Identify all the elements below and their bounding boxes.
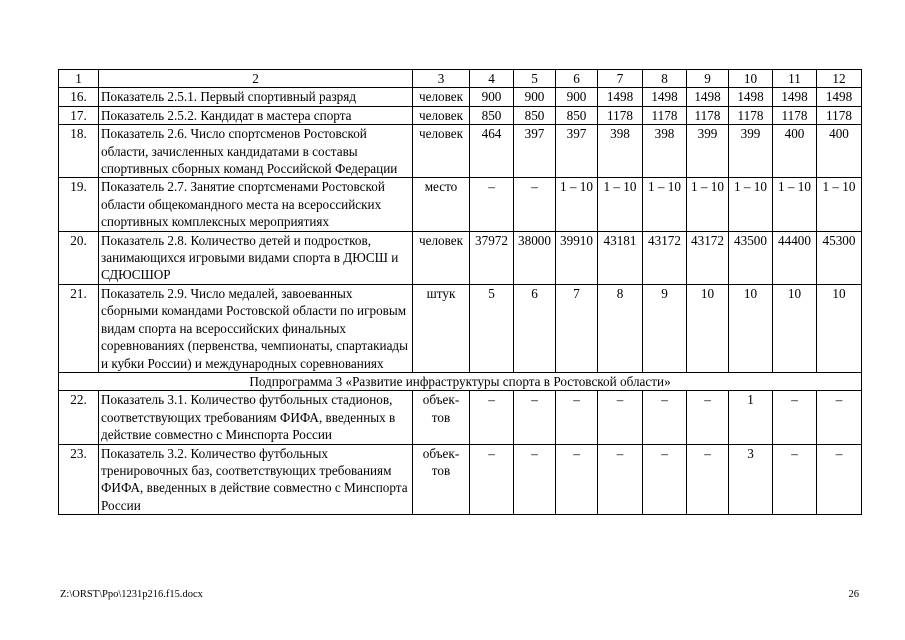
value-cell: – [470,178,514,231]
row-number: 20. [59,231,99,284]
value-cell: 10 [773,284,817,372]
row-number: 18. [59,125,99,178]
indicator-name: Показатель 2.7. Занятие спортсменами Ростовской области общекомандного места на всероссийских спортивных комплексных мероприятиях [99,178,413,231]
table-header-row [59,70,862,88]
value-cell: – [514,444,556,515]
value-cell: 397 [556,125,598,178]
indicator-name: Показатель 2.9. Число медалей, завоеванных сборными командами Ростовской области по игровым видам спорта на всероссийских финальных соревнованиях (первенства, чемпионаты, спартакиады и кубки России) и международных соревнованиях [99,284,413,372]
value-cell: 37972 [470,231,514,284]
value-cell: 45300 [817,231,862,284]
table-row [59,125,862,178]
row-number: 17. [59,106,99,124]
column-number-cell: 12 [817,70,862,88]
value-cell: – [598,391,643,444]
indicator-table [58,69,862,515]
value-cell: 398 [598,125,643,178]
value-cell: – [817,391,862,444]
value-cell: 1498 [598,88,643,106]
value-cell: 1178 [773,106,817,124]
subprogram-title: Подпрограмма 3 «Развитие инфраструктуры спорта в Ростовской области» [59,372,862,390]
column-number-cell: 7 [598,70,643,88]
column-number-cell: 1 [59,70,99,88]
column-number-cell: 6 [556,70,598,88]
value-cell: 398 [643,125,687,178]
value-cell: 1 [729,391,773,444]
value-cell: – [687,391,729,444]
value-cell: 43181 [598,231,643,284]
indicator-name: Показатель 3.2. Количество футбольных тренировочных баз, соответствующих требованиям ФИФА, введенных в действие совместно с Минспорта России [99,444,413,515]
column-number-cell: 8 [643,70,687,88]
column-number-cell: 5 [514,70,556,88]
value-cell: 43172 [687,231,729,284]
value-cell: 399 [687,125,729,178]
value-cell: 1 – 10 [687,178,729,231]
value-cell: 3 [729,444,773,515]
value-cell: – [470,391,514,444]
value-cell: – [514,391,556,444]
table-row [59,444,862,515]
value-cell: 850 [514,106,556,124]
value-cell: 900 [556,88,598,106]
value-cell: 6 [514,284,556,372]
value-cell: 1498 [773,88,817,106]
value-cell: – [556,444,598,515]
column-number-cell: 10 [729,70,773,88]
value-cell: 8 [598,284,643,372]
column-number-cell: 2 [99,70,413,88]
value-cell: – [556,391,598,444]
value-cell: – [773,391,817,444]
row-number: 23. [59,444,99,515]
column-number-cell: 9 [687,70,729,88]
value-cell: 1178 [598,106,643,124]
value-cell: 400 [817,125,862,178]
value-cell: 397 [514,125,556,178]
table-row [59,391,862,444]
value-cell: 1 – 10 [643,178,687,231]
value-cell: 1498 [817,88,862,106]
row-number: 19. [59,178,99,231]
value-cell: 1498 [687,88,729,106]
value-cell: 38000 [514,231,556,284]
indicator-name: Показатель 2.6. Число спортсменов Ростовской области, зачисленных кандидатами в составы спортивных сборных команд Российской Федерации [99,125,413,178]
table-row [59,106,862,124]
value-cell: – [817,444,862,515]
indicator-name: Показатель 2.8. Количество детей и подростков, занимающихся игровыми видами спорта в ДЮСШ и СДЮСШОР [99,231,413,284]
footer-page-number: 26 [848,589,859,600]
value-cell: 10 [687,284,729,372]
table-row [59,231,862,284]
value-cell: 39910 [556,231,598,284]
unit-cell: человек [413,88,470,106]
value-cell: 7 [556,284,598,372]
row-number: 16. [59,88,99,106]
unit-cell: человек [413,106,470,124]
value-cell: 10 [729,284,773,372]
value-cell: 43500 [729,231,773,284]
value-cell: 850 [470,106,514,124]
value-cell: 1498 [729,88,773,106]
value-cell: – [643,444,687,515]
row-number: 21. [59,284,99,372]
unit-cell: место [413,178,470,231]
value-cell: 850 [556,106,598,124]
value-cell: – [598,444,643,515]
unit-cell: объек- тов [413,391,470,444]
value-cell: – [470,444,514,515]
row-number: 22. [59,391,99,444]
value-cell: 1 – 10 [773,178,817,231]
value-cell: 9 [643,284,687,372]
value-cell: 1 – 10 [598,178,643,231]
value-cell: 900 [470,88,514,106]
value-cell: 5 [470,284,514,372]
value-cell: 1178 [687,106,729,124]
unit-cell: человек [413,125,470,178]
column-number-cell: 3 [413,70,470,88]
value-cell: – [687,444,729,515]
value-cell: – [514,178,556,231]
value-cell: 1178 [817,106,862,124]
value-cell: 1178 [643,106,687,124]
value-cell: 43172 [643,231,687,284]
value-cell: 10 [817,284,862,372]
subprogram-row [59,372,862,390]
column-number-cell: 4 [470,70,514,88]
value-cell: 900 [514,88,556,106]
value-cell: 44400 [773,231,817,284]
value-cell: 1 – 10 [729,178,773,231]
column-number-cell: 11 [773,70,817,88]
table-row [59,178,862,231]
value-cell: 1 – 10 [556,178,598,231]
value-cell: 400 [773,125,817,178]
value-cell: 1498 [643,88,687,106]
indicator-name: Показатель 3.1. Количество футбольных стадионов, соответствующих требованиям ФИФА, введенных в действие совместно с Минспорта России [99,391,413,444]
footer-file-path: Z:\ORST\Ppo\1231p216.f15.docx [60,589,203,600]
indicator-name: Показатель 2.5.1. Первый спортивный разряд [99,88,413,106]
table-row [59,284,862,372]
value-cell: 1 – 10 [817,178,862,231]
value-cell: – [643,391,687,444]
value-cell: 464 [470,125,514,178]
value-cell: 1178 [729,106,773,124]
value-cell: – [773,444,817,515]
unit-cell: объек- тов [413,444,470,515]
table-row [59,88,862,106]
indicator-name: Показатель 2.5.2. Кандидат в мастера спорта [99,106,413,124]
value-cell: 399 [729,125,773,178]
unit-cell: штук [413,284,470,372]
unit-cell: человек [413,231,470,284]
